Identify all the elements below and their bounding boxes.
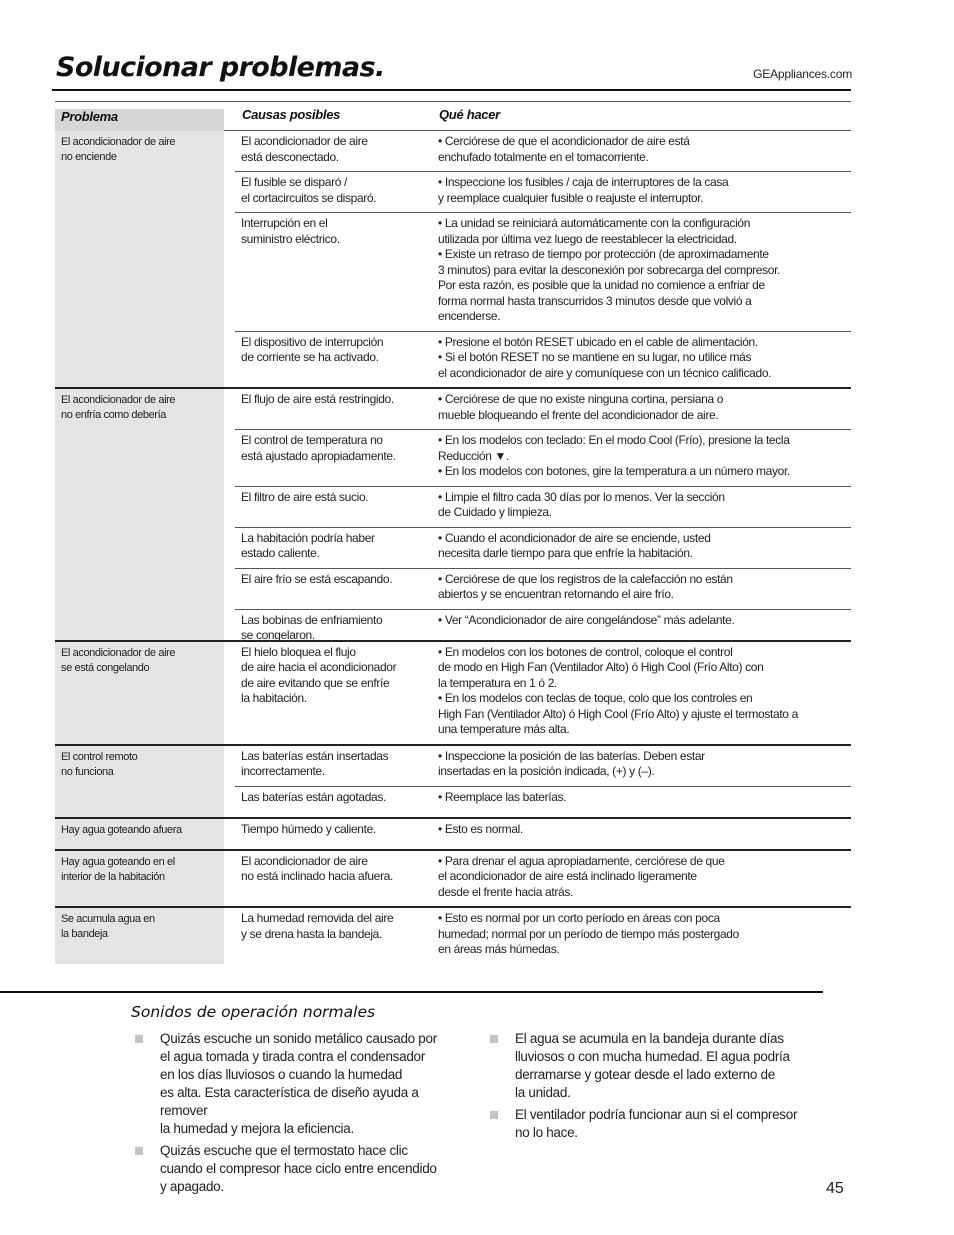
table-row [235,642,851,744]
sounds-right-column [486,1030,831,1146]
fix-cell [438,490,848,521]
fix-cell [438,335,848,382]
fix-item: • Cerciórese de que el acondicionador de aire está enchufado totalmente en el tomacorriente. [438,134,690,164]
fix-cell [438,572,848,603]
problem-group [55,908,851,964]
table-row [235,746,851,787]
sound-item [486,1030,831,1102]
fix-item: • Si el botón RESET no se mantiene en su lugar, no utilice más el acondicionador de aire y comuníquese con un técnico calificado. [438,350,772,380]
cause-cell: El acondicionador de aire no está inclinado hacia afuera. [241,853,393,883]
fix-item: • En los modelos con teclas de toque, colo que los controles en High Fan (Ventilador Alto) ó High Cool (Frío Alto) y ajuste el termostato a una temperature más alta. [438,691,798,736]
fix-item: • Presione el botón RESET ubicado en el cable de alimentación. [438,334,758,349]
table-row [235,851,851,907]
table-row [235,389,851,430]
table-row [235,528,851,569]
sounds-left-column [131,1030,476,1200]
fix-cell [438,216,848,325]
fix-cell [438,433,848,480]
problem-group [55,851,851,909]
sound-item [486,1106,831,1142]
table-row [235,131,851,172]
table-row [235,332,851,388]
cause-cell: Interrupción en el suministro eléctrico. [241,216,340,246]
cause-cell: El acondicionador de aire está desconectado. [241,134,368,164]
fix-item: • Cuando el acondicionador de aire se enciende, usted necesita darle tiempo para que enfríe la habitación. [438,530,711,560]
problem-group [55,642,851,746]
table-row [235,908,851,964]
fix-item: • Para drenar el agua apropiadamente, cerciórese de que el acondicionador de aire está inclinado ligeramente desde el frente hacia atrás. [438,853,725,899]
fix-item: • Existe un retraso de tiempo por protección (de aproximadamente 3 minutos) para evitar la desconexión por sobrecarga del compresor. Por esta razón, es posible que la unidad no comience a enfriar de forma normal hasta transcurridos 3 minutos desde que volvió a encenderse. [438,247,781,323]
cause-cell: El fusible se disparó / el cortacircuitos se disparó. [241,175,377,205]
fix-item: • Esto es normal por un corto período en áreas con poca humedad; normal por un período de tiempo más postergado en áreas más húmedas. [438,911,739,956]
cause-cell: La habitación podría haber estado caliente. [241,530,375,560]
fix-item: • Limpie el filtro cada 30 días por lo menos. Ver la sección de Cuidado y limpieza. [438,489,725,519]
problem-group [55,389,851,642]
table-row [235,172,851,213]
fix-cell [438,749,848,780]
problem-cell: Hay agua goteando afuera [55,819,224,849]
top-rule [52,89,851,91]
table-row [235,787,851,817]
cause-cell: El hielo bloquea el flujo de aire hacia el acondicionador de aire evitando que se enfríe la habitación. [241,644,397,705]
fix-item: • Esto es normal. [438,821,523,836]
sound-item-text: Quizás escuche que el termostato hace clic cuando el compresor hace ciclo entre encendido y apagado. [160,1143,437,1194]
header-problem: Problema [55,109,224,131]
fix-item: • La unidad se reiniciará automáticamente con la configuración utilizada por última vez luego de reestablecer la electricidad. [438,216,751,246]
cause-cell: El flujo de aire está restringido. [241,392,394,406]
site-url: GEAppliances.com [753,67,852,81]
cause-cell: Las bobinas de enfriamiento se congelaron. [241,612,383,642]
fix-item: • Inspeccione los fusibles / caja de interruptores de la casa y reemplace cualquier fusible o reajuste el interruptor. [438,175,729,205]
problem-cell: El control remoto no funciona [55,746,224,817]
bullet-square-icon [135,1035,143,1043]
cause-cell: El dispositivo de interrupción de corriente se ha activado. [241,334,384,364]
sound-item [131,1030,476,1138]
problem-group [55,746,851,819]
fix-item: • Ver “Acondicionador de aire congelándose” más adelante. [438,612,735,627]
fix-item: • En los modelos con botones, gire la temperatura a un número mayor. [438,464,790,478]
sounds-title: Sonidos de operación normales [131,1003,376,1021]
fix-cell [438,645,848,738]
fix-item: • Cerciórese de que no existe ninguna cortina, persiana o mueble bloqueando el frente del acondicionador de aire. [438,392,724,422]
cause-cell: Las baterías están agotadas. [241,789,386,804]
table-body [55,131,851,964]
fix-cell [438,531,848,562]
fix-cell [438,790,848,806]
fix-item: • Cerciórese de que los registros de la calefacción no están abiertos y se encuentran retornando el aire frío. [438,571,733,601]
fix-cell [438,613,848,629]
troubleshooting-table [55,101,851,964]
problem-group [55,819,851,851]
problem-cell: El acondicionador de aire no enfría como debería [55,389,224,640]
table-row [235,569,851,610]
fix-item: • Reemplace las baterías. [438,789,567,804]
fix-item: • Inspeccione la posición de las baterías. Deben estar insertadas en la posición indicada, (+) y (–). [438,748,705,778]
problem-cell: El acondicionador de aire se está congelando [55,642,224,744]
problem-cell: El acondicionador de aire no enciende [55,131,224,387]
fix-cell [438,854,848,901]
sound-item-text: El agua se acumula en la bandeja durante días lluviosos o con mucha humedad. El agua podría derramarse y gotear desde el lado externo de la unidad. [515,1031,790,1100]
table-header [55,101,851,131]
cause-cell: El control de temperatura no está ajustado apropiadamente. [241,433,396,463]
cause-cell: El aire frío se está escapando. [241,571,393,586]
header-todo: Qué hacer [439,107,500,122]
fix-item: • En modelos con los botones de control, coloque el control de modo en High Fan (Ventilador Alto) ó High Cool (Frío Alto) con la temperatura en 1 ó 2. [438,644,764,690]
sound-item-text: El ventilador podría funcionar aun si el compresor no lo hace. [515,1107,798,1140]
bullet-square-icon [135,1147,143,1155]
cause-cell: Tiempo húmedo y caliente. [241,821,376,836]
fix-cell [438,822,848,838]
section-rule [0,991,823,993]
fix-cell [438,134,848,165]
cause-cell: El filtro de aire está sucio. [241,489,369,504]
page-number: 45 [826,1180,844,1197]
sound-item [131,1142,476,1196]
page-title: Solucionar problemas. [56,52,385,83]
fix-item: • En los modelos con teclado: En el modo Cool (Frío), presione la tecla Reducción ▼. [438,433,790,463]
table-row [235,430,851,487]
bullet-square-icon [490,1035,498,1043]
fix-cell [438,911,848,958]
problem-group [55,131,851,389]
sound-item-text: Quizás escuche un sonido metálico causado por el agua tomada y tirada contra el condensador en los días lluviosos o cuando la humedad es alta. Esta característica de diseño ayuda a remover la humedad y mejora la eficiencia. [160,1031,437,1136]
cause-cell: La humedad removida del aire y se drena hasta la bandeja. [241,911,394,941]
problem-cell: Se acumula agua en la bandeja [55,908,224,964]
cause-cell: Las baterías están insertadas incorrectamente. [241,748,389,778]
header-causes: Causas posibles [242,107,341,122]
fix-cell [438,175,848,206]
fix-cell [438,392,848,423]
problem-cell: Hay agua goteando en el interior de la habitación [55,851,224,907]
table-row [235,610,851,640]
bullet-square-icon [490,1111,498,1119]
table-row [235,487,851,528]
table-row [235,819,851,849]
table-row [235,213,851,332]
